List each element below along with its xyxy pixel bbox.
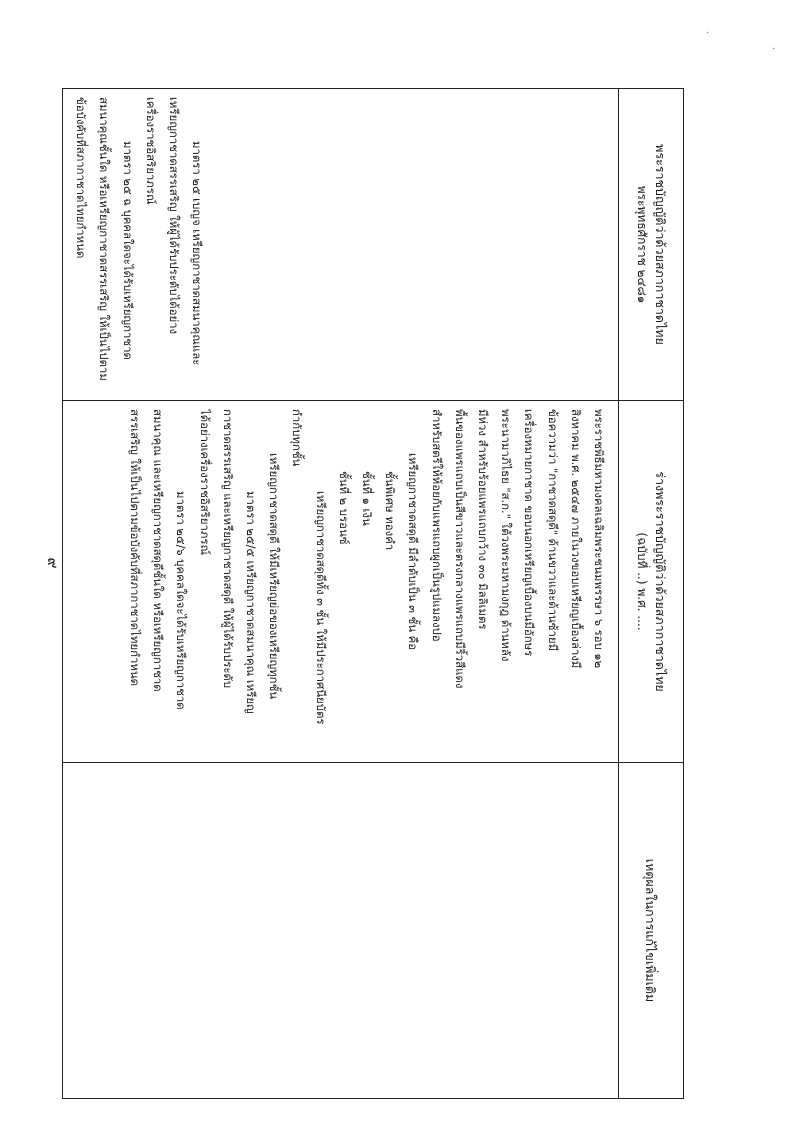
scan-speck: · [706,28,710,39]
header-amendment-reason-title: เหตุผลในการแก้ไขเพิ่มเติม [643,858,659,1003]
table-header-row [619,89,684,1099]
header-amendment-reason [619,763,684,1099]
current-act-line: มาตรา ๒๕ ฉ บุคคลใดจะได้รับเหรียญกาชาด [120,141,135,360]
current-act-line: ข้อบังคับที่สภากาชาดไทยกำหนด [74,97,89,259]
current-act-cell [63,89,619,401]
landscape-page [62,88,684,1098]
draft-act-line: สรรเสริญ ให้เป็นไปตามข้อบังคับที่สภากาชาดไทยกำหนด [127,409,142,687]
current-act-line: เครื่องราชอิสริยาภรณ์ [143,97,158,205]
comparison-table [62,88,684,1099]
draft-act-line: เหรียญกาชาดสดุดีทั้ง ๓ ชั้น ให้มีประกาศนียบัตร [313,491,328,725]
draft-act-line: สมนาคุณ และเหรียญกาชาดสดุดีชั้นใด หรือเหรียญกาชาด [151,409,166,692]
header-current-act [619,89,684,401]
draft-act-line: มาตรา ๒๕/๕ เหรียญกาชาดสมนาคุณ เหรียญ [243,491,258,714]
header-draft-act-edition: (ฉบับที่ ..) พ.ศ. .... [635,532,649,631]
scan-speck: · [772,44,776,55]
draft-act-line: สิงหาคม พ.ศ. ๒๕๔๗ ภายในวงขอบเหรียญเบื้องล่างมี [568,409,583,669]
draft-act-line: เหรียญกาชาดสดุดี มีลำดับเป็น ๓ ชั้น คือ [406,453,421,651]
page-number: ๙ [44,557,62,569]
draft-act-line: เหรียญกาชาดสดุดี ให้มีเหรียญย่อของเหรียญทุกชั้น [267,453,282,700]
draft-act-line: สำหรับสตรีให้ห้อยกับแพรแถบผูกเป็นรูปแมลงปอ [429,409,444,642]
draft-act-line: ได้อย่างเครื่องราชอิสริยาภรณ์ [197,409,212,556]
draft-act-line: มีห่วง สำหรับร้อยแพรแถบกว้าง ๓๐ มิลลิเมตร [475,409,490,630]
header-current-act-title: พระราชบัญญัติว่าด้วยสภากาชาดไทย [653,144,668,345]
draft-act-line: กาชาดสรรเสริญ และเหรียญกาชาดสดุดี ให้ผู้ได้รับประดับ [220,409,235,689]
draft-act-line: กำกับทุกชั้น [290,409,305,467]
header-current-act-year: พระพุทธศักราช ๒๔๘๑ [635,185,649,304]
current-act-text [69,97,208,392]
draft-act-line: ชั้นที่ ๒ บรอนซ์ [336,471,351,545]
draft-act-line: มาตรา ๒๕/๖ บุคคลใดจะได้รับเหรียญกาชาด [174,491,189,710]
current-act-line: มาตรา ๒๕ เบญจ เหรียญกาชาดสมนาคุณและ [190,141,205,366]
draft-act-line: ชั้นพิเศษ ทองคำ [383,471,398,551]
header-draft-act-title: ร่างพระราชบัญญัติว่าด้วยสภากาชาดไทย [653,471,668,692]
header-draft-act [619,401,684,763]
table-body-row [63,89,619,1099]
current-act-line: เหรียญกาชาดสรรเสริญ ให้ผู้ได้รับประดับได้อย่าง [167,97,182,335]
draft-act-cell [63,401,619,763]
amendment-reason-cell [63,763,619,1099]
draft-act-line: พระนามาภิไธย "ส.ก." ใต้วงพระมหามงกุฎ ด้านหลัง [499,409,514,662]
current-act-line: สมนาคุณชั้นใด หรือเหรียญกาชาดสรรเสริญ ให้เป็นไปตาม [97,97,112,381]
draft-act-line: ชั้นที่ ๑ เงิน [359,471,374,526]
draft-act-line: เครื่องหมายกาชาด ขอบนอกเหรียญเบื้องบนมีอักษร [522,409,537,657]
rotated-table-wrapper [62,88,684,1098]
draft-act-line: พื้นของแพรแถบเป็นสีขาวและตรงกลางแพรแถบมีริ้วสีแดง [452,409,467,689]
draft-act-line: พระราชพิธีมหามงคลเฉลิมพระชนมพรรษา ๖ รอบ ๑๒ [592,409,606,669]
draft-act-line: ข้อความว่า "กาชาดสดุดี" ด้านขวาและด้านซ้ายมี [545,409,560,652]
